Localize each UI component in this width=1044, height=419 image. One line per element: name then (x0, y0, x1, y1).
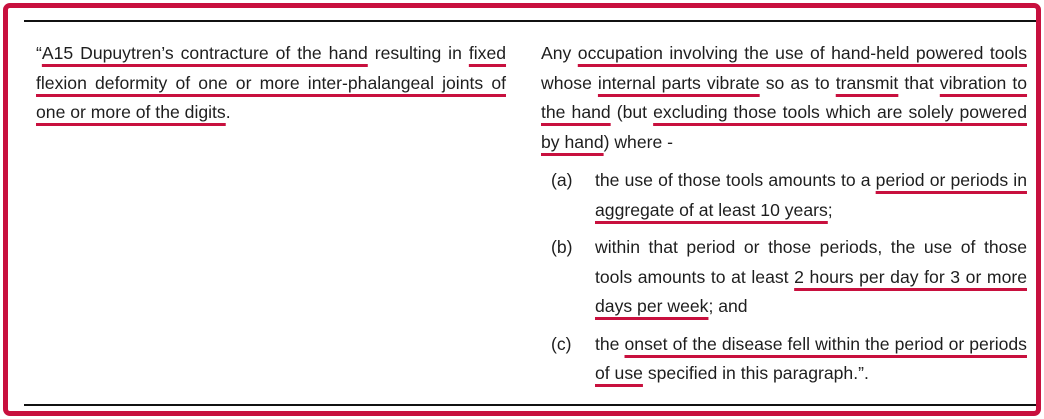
bottom-rule (24, 404, 1036, 406)
underlined-phrase: occupation involving the use of hand-held powered tools (577, 43, 1027, 63)
text-run: resulting in (367, 43, 469, 63)
text-run: “ (36, 43, 42, 63)
condition-text (595, 166, 1027, 225)
text-run: the use of those tools amounts to a (595, 170, 876, 190)
text-run: specified in this paragraph.”. (642, 363, 869, 383)
text-run: Any (541, 43, 578, 63)
underlined-phrase: period or periods in aggregate of at least 10 years (595, 170, 1027, 220)
condition-text (595, 233, 1027, 322)
text-run: . (225, 102, 231, 122)
disease-column (36, 39, 506, 128)
underlined-phrase: vibration to the hand (541, 72, 1028, 122)
text-run: that (898, 72, 940, 93)
disease-description (36, 39, 506, 128)
occupation-column (541, 39, 1027, 397)
condition-label: (b) (551, 237, 573, 257)
text-run: ; and (708, 296, 748, 316)
underlined-phrase: A15 Dupuytren’s contracture of the hand (41, 43, 368, 63)
text-run: so as to (759, 72, 836, 93)
text-run: (but (610, 102, 654, 122)
conditions-list (541, 166, 1027, 389)
underlined-phrase: onset of the disease fell within the period or periods of use (595, 333, 1027, 383)
text-run: ) where - (603, 131, 674, 152)
underlined-phrase: transmit (835, 72, 899, 93)
occupation-intro (541, 39, 1027, 157)
condition-text (595, 330, 1027, 389)
underlined-phrase: 2 hours per day for 3 or more days per week (595, 266, 1027, 316)
condition-item-c (541, 330, 1027, 389)
underlined-phrase: internal parts vibrate (597, 72, 760, 93)
text-run: ; (827, 199, 833, 220)
document-frame (3, 3, 1041, 416)
text-run: the (595, 333, 625, 354)
condition-label: (a) (551, 170, 573, 190)
text-run: within that period or those periods, the use of those tools amounts to at least (595, 237, 1027, 287)
condition-item-a (541, 166, 1027, 225)
condition-label: (c) (551, 333, 572, 354)
text-run: whose (541, 72, 598, 93)
condition-item-b (541, 233, 1027, 322)
underlined-phrase: excluding those tools which are solely powered by hand (541, 102, 1027, 152)
top-rule (24, 20, 1036, 22)
underlined-phrase: fixed flexion deformity of one or more inter-phalangeal joints of one or more of the digits (36, 43, 507, 122)
